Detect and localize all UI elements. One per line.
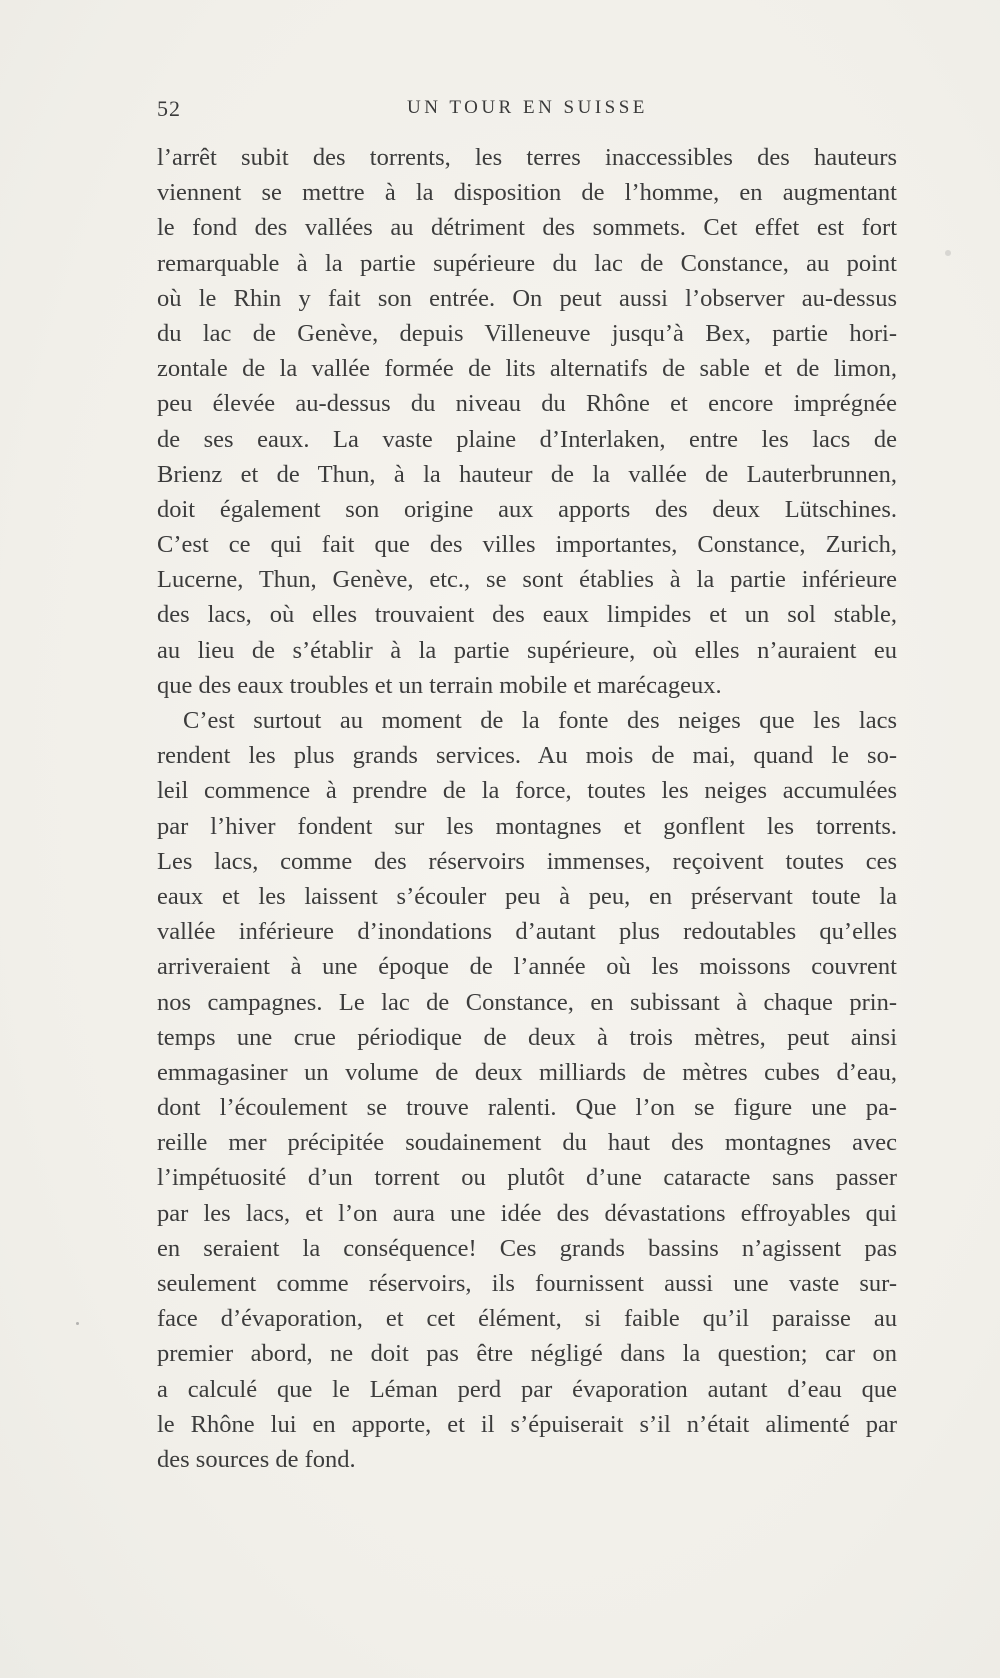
text-line: nos campagnes. Le lac de Constance, en subissant à chaque prin- <box>157 988 897 1016</box>
text-line: eaux et les laissent s’écouler peu à peu, en préservant toute la <box>157 882 897 910</box>
text-line: doit également son origine aux apports des deux Lütschines. <box>157 495 897 523</box>
text-line: vallée inférieure d’inondations d’autant plus redoutables qu’elles <box>157 918 897 946</box>
text-line: Brienz et de Thun, à la hauteur de la vallée de Lauterbrunnen, <box>157 460 897 488</box>
text-line: viennent se mettre à la disposition de l’homme, en augmentant <box>157 179 897 207</box>
text-line: au lieu de s’établir à la partie supérieure, où elles n’auraient eu <box>157 636 897 664</box>
text-line: l’impétuosité d’un torrent ou plutôt d’une cataracte sans passer <box>157 1164 897 1192</box>
text-line: emmagasiner un volume de deux milliards de mètres cubes d’eau, <box>157 1058 897 1086</box>
text-line: reille mer précipitée soudainement du haut des montagnes avec <box>157 1129 897 1157</box>
text-line: peu élevée au-dessus du niveau du Rhône et encore imprégnée <box>157 390 897 418</box>
text-line: C’est surtout au moment de la fonte des neiges que les lacs <box>183 707 897 734</box>
body-text <box>157 140 897 1477</box>
paper-speck <box>945 250 951 256</box>
page-header <box>157 96 897 126</box>
text-line: que des eaux troubles et un terrain mobile et marécageux. <box>157 671 722 699</box>
text-line: par les lacs, et l’on aura une idée des dévastations effroyables qui <box>157 1199 897 1227</box>
text-line: arriveraient à une époque de l’année où les moissons couvrent <box>157 953 897 981</box>
text-line: Les lacs, comme des réservoirs immenses, reçoivent toutes ces <box>157 847 897 875</box>
text-line: du lac de Genève, depuis Villeneuve jusqu’à Bex, partie hori- <box>157 319 897 347</box>
text-line: où le Rhin y fait son entrée. On peut aussi l’observer au-dessus <box>157 284 897 312</box>
text-line: face d’évaporation, et cet élément, si faible qu’il paraisse au <box>157 1305 897 1333</box>
text-line: l’arrêt subit des torrents, les terres inaccessibles des hauteurs <box>157 144 897 171</box>
text-line: temps une crue périodique de deux à trois mètres, peut ainsi <box>157 1023 897 1051</box>
text-line: par l’hiver fondent sur les montagnes et gonflent les torrents. <box>157 812 897 840</box>
text-line: des lacs, où elles trouvaient des eaux limpides et un sol stable, <box>157 601 897 629</box>
text-line: dont l’écoulement se trouve ralenti. Que l’on se figure une pa- <box>157 1094 897 1122</box>
text-line: des sources de fond. <box>157 1445 356 1473</box>
text-line: C’est ce qui fait que des villes importantes, Constance, Zurich, <box>157 531 897 559</box>
text-line: le fond des vallées au détriment des sommets. Cet effet est fort <box>157 214 897 242</box>
text-line: rendent les plus grands services. Au mois de mai, quand le so- <box>157 742 897 770</box>
text-line: leil commence à prendre de la force, toutes les neiges accumulées <box>157 777 897 805</box>
text-line: le Rhône lui en apporte, et il s’épuiserait s’il n’était alimenté par <box>157 1410 897 1438</box>
running-title: UN TOUR EN SUISSE <box>407 97 648 118</box>
text-line: premier abord, ne doit pas être négligé dans la question; car on <box>157 1340 897 1368</box>
page-number: 52 <box>157 96 181 121</box>
text-line: zontale de la vallée formée de lits alternatifs de sable et de limon, <box>157 355 897 383</box>
text-line: en seraient la conséquence! Ces grands bassins n’agissent pas <box>157 1234 897 1262</box>
text-line: de ses eaux. La vaste plaine d’Interlaken, entre les lacs de <box>157 425 897 453</box>
paper-speck <box>76 1322 79 1325</box>
text-line: remarquable à la partie supérieure du lac de Constance, au point <box>157 249 897 277</box>
text-line: seulement comme réservoirs, ils fournissent aussi une vaste sur- <box>157 1270 897 1297</box>
text-line: Lucerne, Thun, Genève, etc., se sont établies à la partie inférieure <box>157 566 897 594</box>
text-line: a calculé que le Léman perd par évaporation autant d’eau que <box>157 1375 897 1403</box>
